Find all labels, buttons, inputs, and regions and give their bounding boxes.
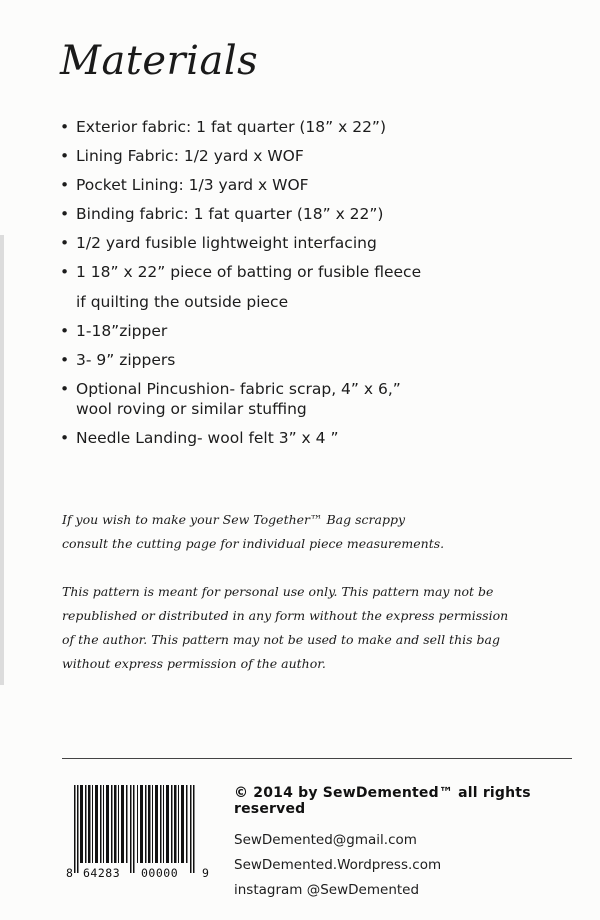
pattern-back-page: Materials • Exterior fabric: 1 fat quarter (18” x 22”) • Lining Fabric: 1/2 yard x WOF • Pocket Lining: 1/3 yard x WOF • Binding fabric: 1 fat quarter (18” x 22”) • 1/2 yard fusible lightweight interfacing • 1 18” x 22” piece of batting or fusible fleece if quilting the outside piece • 1-18”zipper • 3- 9” zippers • Optional Pincushion- fabric scrap, 4” x 6,” wool roving or similar stuffing • Needle Landing- wool felt 3” x 4 ” If you wish to make your Sew Together™ Bag scrappy consult the cutting page for individual piece measurements. This pattern is meant for personal use only. This pattern may not be republished or distributed in any form without the express permission of the author. This pattern may not be used to make and sell this bag without express permission of the author. 8 64283 00000 9 © 2014 by SewDemented™ all rights reserved SewDemented@gmail.com SewDemented.Wordpress.com instagram @SewDemented bbox=[0, 0, 600, 920]
list-item: • Lining Fabric: 1/2 yard x WOF bbox=[60, 147, 304, 165]
list-item: • Pocket Lining: 1/3 yard x WOF bbox=[60, 176, 309, 194]
list-item: • Exterior fabric: 1 fat quarter (18” x 22”) bbox=[60, 118, 387, 136]
materials-list bbox=[60, 117, 580, 448]
list-item: • 1 18” x 22” piece of batting or fusible fleece if quilting the outside piece bbox=[60, 262, 580, 312]
copyright-notice: © 2014 by SewDemented™ all rights reserved bbox=[234, 785, 531, 817]
divider bbox=[62, 758, 572, 759]
bullet-icon: • bbox=[60, 322, 70, 340]
bullet-icon: • bbox=[60, 380, 70, 398]
list-item: • Binding fabric: 1 fat quarter (18” x 22”) bbox=[60, 205, 384, 223]
scrappy-note: If you wish to make your Sew Together™ Bag scrappy consult the cutting page for individual piece measurements. bbox=[62, 512, 445, 551]
bullet-icon: • bbox=[60, 429, 70, 447]
list-item-continuation: wool roving or similar stuffing bbox=[76, 400, 307, 418]
list-item: • 1-18”zipper bbox=[60, 322, 168, 340]
page-title: Materials bbox=[60, 38, 259, 84]
bullet-icon: • bbox=[60, 263, 70, 281]
list-item: • Needle Landing- wool felt 3” x 4 ” bbox=[60, 429, 339, 447]
contact-website: SewDemented.Wordpress.com bbox=[234, 857, 442, 873]
license-note: This pattern is meant for personal use only. This pattern may not be republished or distributed in any form without the express permission of the author. This pattern may not be used to make and sell this bag without express permission of the author. bbox=[62, 584, 509, 671]
contact-block bbox=[234, 785, 584, 903]
bullet-icon: • bbox=[60, 234, 70, 252]
bullet-icon: • bbox=[60, 351, 70, 369]
bullet-icon: • bbox=[60, 176, 70, 194]
list-item: • 1/2 yard fusible lightweight interfacing bbox=[60, 234, 377, 252]
bullet-icon: • bbox=[60, 118, 70, 136]
contact-instagram: instagram @SewDemented bbox=[234, 882, 420, 898]
contact-email: SewDemented@gmail.com bbox=[234, 832, 417, 848]
bullet-icon: • bbox=[60, 205, 70, 223]
list-item: • Optional Pincushion- fabric scrap, 4” x 6,” wool roving or similar stuffing bbox=[60, 379, 580, 419]
list-item-continuation: if quilting the outside piece bbox=[76, 293, 289, 311]
list-item: • 3- 9” zippers bbox=[60, 351, 176, 369]
bullet-icon: • bbox=[60, 147, 70, 165]
page-edge-shadow bbox=[0, 235, 4, 685]
